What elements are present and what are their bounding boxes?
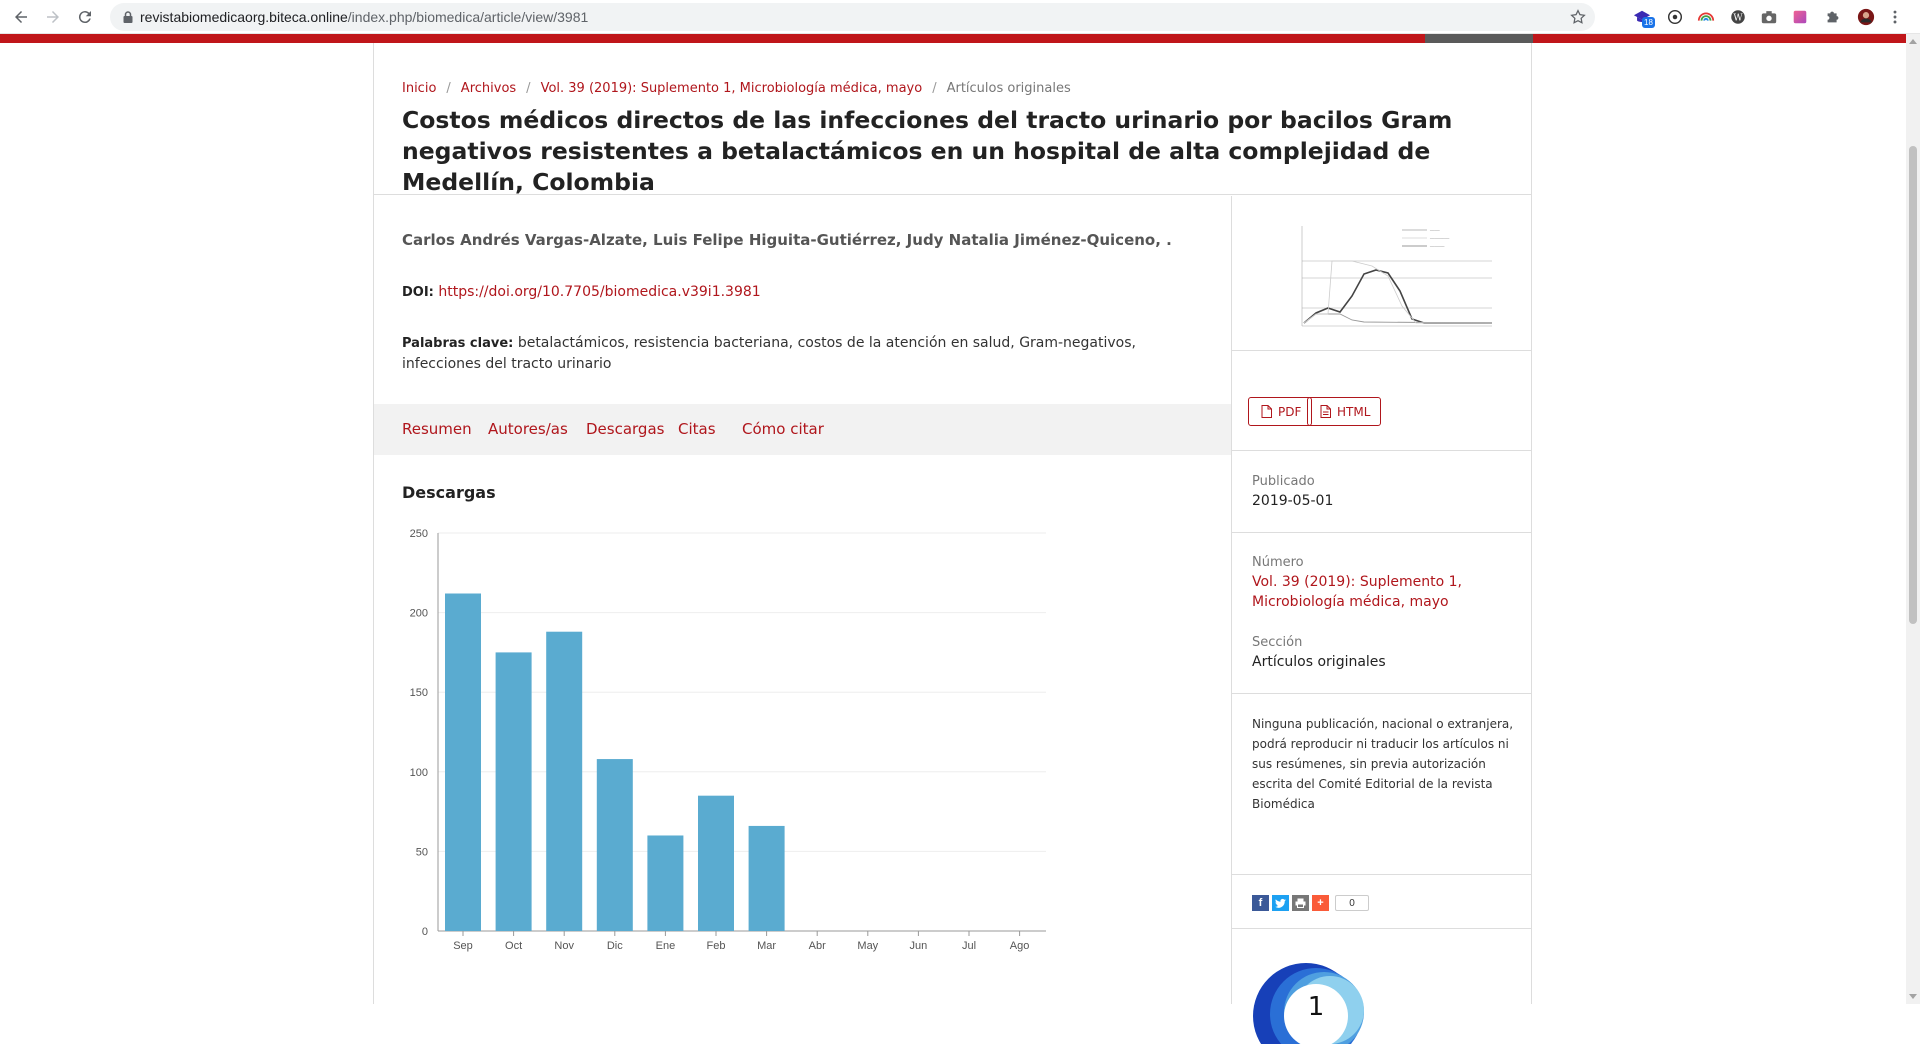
breadcrumb-separator: /	[446, 81, 451, 96]
issue-link[interactable]: Vol. 39 (2019): Suplemento 1, Microbiología médica, mayo	[1252, 574, 1462, 610]
x-tick-label: Nov	[554, 940, 574, 952]
printer-icon	[1295, 898, 1306, 908]
circle-extension-icon	[1666, 8, 1684, 26]
tab-como-citar[interactable]: Cómo citar	[742, 420, 824, 438]
sidebar-divider	[1232, 532, 1531, 533]
sidebar-divider	[1232, 928, 1531, 929]
breadcrumb-current: Artículos originales	[946, 81, 1071, 96]
article-authors: Carlos Andrés Vargas-Alzate, Luis Felipe Higuita-Gutiérrez, Judy Natalia Jiménez-Quiceno, .	[402, 231, 1172, 249]
url-text: revistabiomedicaorg.biteca.online/index.php/biomedica/article/view/3981	[140, 9, 589, 25]
bar	[597, 759, 633, 931]
keywords-value: betalactámicos, resistencia bacteriana, costos de la atención en salud, Gram-negativos, infecciones del tracto urinario	[402, 335, 1136, 372]
forward-arrow-icon	[44, 8, 62, 26]
x-tick-label: May	[857, 940, 879, 952]
bar	[698, 796, 734, 931]
pdf-file-icon	[1261, 405, 1272, 418]
bar	[445, 593, 481, 931]
rainbow-icon	[1697, 8, 1715, 26]
address-bar[interactable]	[110, 3, 1595, 31]
reload-icon	[76, 8, 94, 26]
x-tick-label: Ago	[1009, 940, 1030, 952]
x-tick-label: Sep	[453, 940, 473, 952]
article-main	[374, 196, 1231, 1004]
browser-menu[interactable]	[1885, 7, 1905, 27]
y-tick-label: 150	[409, 687, 428, 700]
x-tick-label: Jun	[909, 940, 928, 952]
facebook-share-icon[interactable]: f	[1252, 895, 1269, 911]
article-sidebar	[1231, 196, 1531, 1022]
doi-link[interactable]: https://doi.org/10.7705/biomedica.v39i1.3981	[438, 284, 761, 300]
camera-icon	[1760, 8, 1778, 26]
downloads-chart	[394, 511, 1184, 981]
pdf-galley-button[interactable]	[1248, 397, 1312, 426]
article-title: Costos médicos directos de las infecciones del tracto urinario por bacilos Gram negativos resistentes a betalactámicos en un hospital de alta complejidad de Medellín, Colombia	[402, 106, 1453, 196]
share-count: 0	[1335, 895, 1369, 911]
bar	[546, 632, 582, 931]
extension-badge: 18	[1642, 17, 1655, 28]
extension-camera[interactable]	[1759, 7, 1779, 27]
share-buttons	[1252, 895, 1369, 912]
cover-legend-text: ────	[1430, 228, 1440, 233]
scroll-thumb[interactable]	[1909, 146, 1917, 624]
site-header-strip	[0, 34, 1906, 43]
sidebar-divider	[1232, 874, 1531, 875]
article-header	[374, 43, 1531, 195]
puzzle-icon	[1824, 8, 1842, 26]
pdf-label: PDF	[1278, 404, 1302, 419]
profile-avatar[interactable]	[1856, 7, 1876, 27]
site-header-tab[interactable]	[1425, 34, 1533, 43]
breadcrumb	[402, 81, 1071, 96]
article-tabs	[374, 404, 1231, 455]
extension-wordpress[interactable]	[1728, 7, 1748, 27]
breadcrumb-archives[interactable]: Archivos	[460, 81, 517, 96]
twitter-share-icon[interactable]	[1272, 895, 1289, 911]
breadcrumb-separator: /	[932, 81, 937, 96]
avatar-icon	[1857, 8, 1875, 26]
reload-button[interactable]	[73, 5, 97, 29]
bar	[496, 652, 532, 931]
downloads-heading: Descargas	[402, 483, 496, 502]
y-tick-label: 100	[409, 766, 428, 779]
print-share-icon[interactable]	[1292, 895, 1309, 911]
extensions-menu[interactable]	[1823, 7, 1843, 27]
scroll-up-icon[interactable]	[1909, 39, 1917, 44]
bookmark-star-icon[interactable]	[1569, 8, 1587, 26]
wordpress-icon	[1729, 8, 1747, 26]
more-share-icon[interactable]: +	[1312, 895, 1329, 911]
html-file-icon	[1320, 405, 1331, 418]
scroll-down-icon[interactable]	[1909, 994, 1917, 999]
html-label: HTML	[1337, 404, 1371, 419]
altmetric-score: 1	[1307, 992, 1325, 1022]
browser-toolbar	[0, 0, 1920, 34]
breadcrumb-issue[interactable]: Vol. 39 (2019): Suplemento 1, Microbiología médica, mayo	[540, 81, 923, 96]
x-tick-label: Abr	[808, 940, 826, 952]
doi-line	[402, 284, 761, 300]
y-tick-label: 0	[421, 926, 428, 938]
x-tick-label: Ene	[655, 940, 676, 952]
doi-label: DOI:	[402, 285, 434, 300]
issue-label: Número	[1252, 555, 1304, 570]
svg-text:W: W	[1733, 13, 1743, 24]
breadcrumb-home[interactable]: Inicio	[402, 81, 437, 96]
article-page	[373, 43, 1532, 1022]
cover-legend-text: ────────	[1430, 236, 1450, 241]
published-label: Publicado	[1252, 474, 1315, 489]
copyright-notice: Ninguna publicación, nacional o extranjera, podrá reproducir ni traducir los artículos ni sus resúmenes, sin previa autorización escrita del Comité Editorial de la revista Biomédica	[1252, 717, 1514, 811]
forward-button[interactable]	[41, 5, 65, 29]
gradient-square-icon	[1791, 8, 1809, 26]
keywords	[402, 333, 1212, 374]
x-tick-label: Dic	[606, 940, 623, 952]
x-tick-label: Feb	[706, 940, 726, 952]
section-label: Sección	[1252, 635, 1303, 650]
back-button[interactable]	[9, 5, 33, 29]
bar	[749, 826, 785, 931]
sidebar-divider	[1232, 350, 1531, 351]
tab-descargas[interactable]: Descargas	[586, 420, 665, 438]
sidebar-divider	[1232, 693, 1531, 694]
cover-chart-thumbnail[interactable]	[1262, 216, 1512, 341]
y-tick-label: 200	[409, 607, 428, 620]
altmetric-badge[interactable]	[1252, 950, 1364, 1022]
cover-legend-text: ──────	[1430, 244, 1445, 249]
html-galley-button[interactable]	[1307, 397, 1381, 426]
x-tick-label: Mar	[757, 940, 777, 952]
tab-resumen[interactable]: Resumen	[402, 420, 472, 438]
breadcrumb-separator: /	[526, 81, 531, 96]
back-arrow-icon	[12, 8, 30, 26]
kebab-menu-icon	[1886, 8, 1904, 26]
y-tick-label: 50	[415, 846, 428, 859]
extension-circle[interactable]	[1665, 7, 1685, 27]
sidebar-divider	[1232, 450, 1531, 451]
extension-gradient[interactable]	[1790, 7, 1810, 27]
extension-graduation-cap[interactable]	[1632, 7, 1652, 27]
x-tick-label: Oct	[505, 940, 523, 952]
bird-icon	[1275, 899, 1286, 908]
bar	[647, 835, 683, 931]
published-date: 2019-05-01	[1252, 493, 1334, 509]
x-tick-label: Jul	[961, 940, 977, 952]
tab-autores[interactable]: Autores/as	[488, 420, 568, 438]
section-value: Artículos originales	[1252, 654, 1386, 670]
tab-citas[interactable]: Citas	[678, 420, 716, 438]
y-tick-label: 250	[409, 528, 428, 540]
keywords-label: Palabras clave:	[402, 336, 514, 351]
page-scrollbar[interactable]	[1906, 34, 1920, 1004]
lock-icon	[121, 10, 135, 24]
extension-rainbow[interactable]	[1696, 7, 1716, 27]
